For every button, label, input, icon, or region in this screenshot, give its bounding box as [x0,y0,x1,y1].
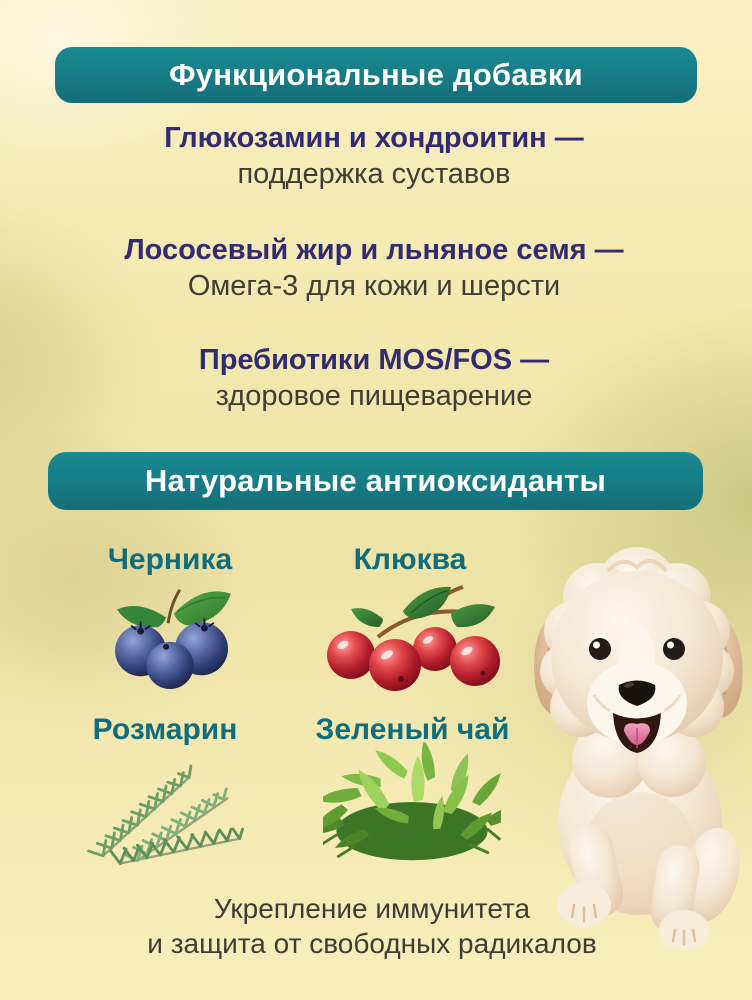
rosemary-icon [82,748,254,870]
functional-banner-label: Функциональные добавки [169,57,583,92]
green-tea-label: Зеленый чай [315,713,510,746]
footer-immunity-line: Укрепление иммунитета [213,893,531,924]
functional-additives-banner [55,47,697,103]
puppy-photo [522,545,752,950]
feature-desc-omega3: Омега-3 для кожи и шерсти [187,270,561,302]
antioxidants-banner [48,452,703,510]
feature-title-glucosamine: Глюкозамин и хондроитин — [164,122,584,154]
footer-radicals-line: и защита от свободных радикалов [147,928,597,959]
blueberry-label: Черника [107,543,233,576]
rosemary-label: Розмарин [92,713,238,746]
feature-desc-digestion: здоровое пищеварение [215,380,533,412]
green-tea-icon [323,742,501,868]
blueberries-icon [108,582,238,690]
feature-desc-joints: поддержка суставов [237,158,511,190]
cranberry-label: Клюква [353,543,467,576]
cranberries-icon [323,577,505,693]
feature-title-prebiotics: Пребиотики MOS/FOS — [198,344,550,376]
antioxidants-banner-label: Натуральные антиоксиданты [144,463,607,498]
feature-title-salmon-oil: Лососевый жир и льняное семя — [124,234,624,266]
